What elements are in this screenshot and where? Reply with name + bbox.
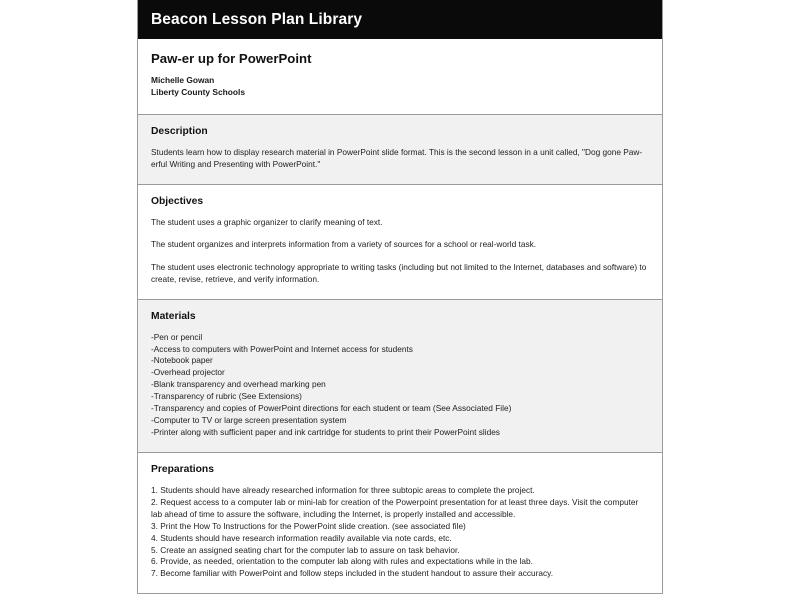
- material-item: -Transparency and copies of PowerPoint directions for each student or team (See Associated File): [151, 403, 512, 414]
- lesson-byline: [151, 75, 649, 98]
- section-heading-preparations: Preparations: [151, 464, 214, 476]
- material-item: -Transparency of rubric (See Extensions): [151, 391, 302, 402]
- materials-list: [151, 332, 649, 439]
- section-heading-materials: Materials: [151, 310, 196, 322]
- objective-item: The student uses a graphic organizer to clarify meaning of text.: [151, 216, 383, 227]
- material-item: -Access to computers with PowerPoint and Internet access for students: [151, 343, 413, 354]
- site-masthead: [138, 0, 662, 40]
- page-title: Paw-er up for PowerPoint: [151, 51, 312, 67]
- section-objectives: [138, 184, 662, 300]
- section-heading-description: Description: [151, 126, 208, 138]
- section-heading-objectives: Objectives: [151, 195, 204, 207]
- author-name: Michelle Gowan: [151, 75, 215, 86]
- site-title: Beacon Lesson Plan Library: [151, 11, 363, 28]
- preparation-item: 7. Become familiar with PowerPoint and follow steps included in the student handout to assure their accuracy.: [151, 568, 554, 579]
- lesson-title-block: [138, 39, 662, 115]
- material-item: -Pen or pencil: [151, 331, 203, 342]
- objective-item: The student uses electronic technology appropriate to writing tasks (including but not limited to the Internet, databases and software) to create, revise, retrieve, and verify information.: [151, 262, 647, 284]
- preparations-list: [151, 485, 649, 581]
- objectives-list: [151, 217, 649, 286]
- author-organization: Liberty County Schools: [151, 86, 245, 97]
- preparation-item: 1. Students should have already researched information for three subtopic areas to complete the project.: [151, 484, 535, 495]
- material-item: -Notebook paper: [151, 355, 213, 366]
- preparation-item: 5. Create an assigned seating chart for the computer lab to assure on task behavior.: [151, 544, 460, 555]
- description-text: Students learn how to display research material in PowerPoint slide format. This is the second lesson in a unit called, "Dog gone Paw-erful Writing and Presenting with PowerPoint.": [151, 147, 643, 170]
- section-description: [138, 114, 662, 184]
- section-preparations: [138, 452, 662, 594]
- section-materials: [138, 299, 662, 453]
- preparation-item: 6. Provide, as needed, orientation to the computer lab along with rules and expectations while in the lab.: [151, 556, 533, 567]
- objective-item: The student organizes and interprets information from a variety of sources for a school or real-world task.: [151, 239, 537, 250]
- preparation-item: 3. Print the How To Instructions for the PowerPoint slide creation. (see associated file): [151, 520, 466, 531]
- preparation-item: 2. Request access to a computer lab or mini-lab for creation of the Powerpoint presentation for at least three days. Visit the computer lab ahead of time to assure the software, including the Internet, is properly installed and accessible.: [151, 496, 639, 519]
- material-item: -Overhead projector: [151, 367, 225, 378]
- lesson-plan-document: [137, 0, 663, 594]
- preparation-item: 4. Students should have research information readily available via note cards, etc.: [151, 532, 452, 543]
- material-item: -Computer to TV or large screen presentation system: [151, 415, 347, 426]
- material-item: -Blank transparency and overhead marking pen: [151, 379, 326, 390]
- material-item: -Printer along with sufficient paper and ink cartridge for students to print their PowerPoint slides: [151, 427, 500, 438]
